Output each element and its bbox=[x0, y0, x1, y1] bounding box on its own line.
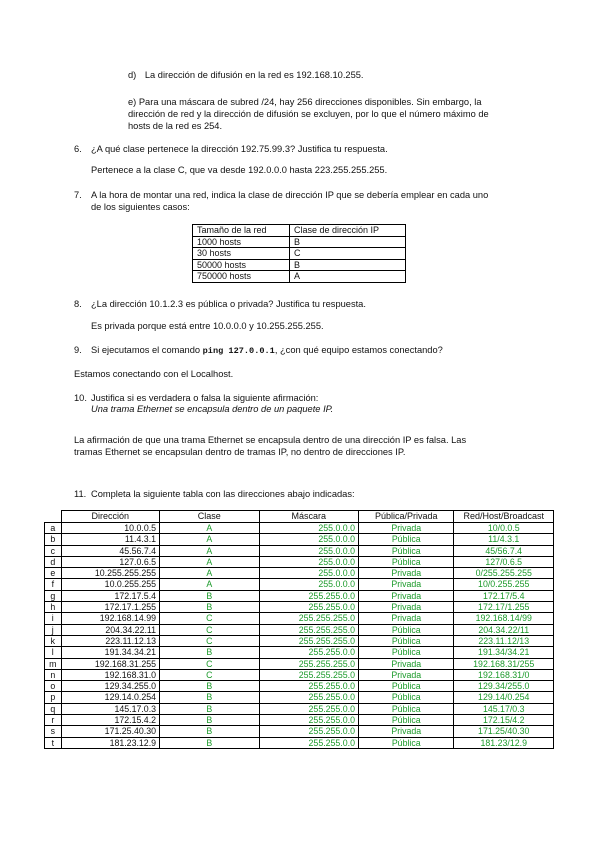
row-letter: i bbox=[45, 613, 62, 624]
table-header: Dirección bbox=[61, 511, 159, 523]
address-cell: 204.34.22.11 bbox=[61, 624, 159, 635]
address-cell: 145.17.0.3 bbox=[61, 703, 159, 714]
address-cell: 127.0.6.5 bbox=[61, 556, 159, 567]
item-e-line: hosts de la red es 254. bbox=[128, 121, 223, 131]
q9-command: ping 127.0.0.1 bbox=[202, 346, 275, 356]
scope-cell: Privada bbox=[359, 568, 454, 579]
scope-cell: Privada bbox=[359, 658, 454, 669]
table-header: Red/Host/Broadcast bbox=[454, 511, 554, 523]
q9-answer: Estamos conectando con el Localhost. bbox=[74, 369, 234, 379]
net-host-cell: 145.17/0.3 bbox=[454, 703, 554, 714]
mask-cell: 255.0.0.0 bbox=[259, 568, 358, 579]
table-cell: 50000 hosts bbox=[193, 259, 290, 271]
item-e bbox=[128, 96, 528, 132]
net-host-cell: 191.34/34.21 bbox=[454, 647, 554, 658]
table-cell: C bbox=[290, 248, 406, 260]
net-host-cell: 172.17/5.4 bbox=[454, 590, 554, 601]
address-cell: 172.15.4.2 bbox=[61, 715, 159, 726]
table-row bbox=[45, 681, 554, 692]
class-cell: B bbox=[160, 602, 259, 613]
scope-cell: Pública bbox=[359, 556, 454, 567]
mask-cell: 255.0.0.0 bbox=[259, 523, 358, 534]
mask-cell: 255.0.0.0 bbox=[259, 534, 358, 545]
table-row bbox=[45, 545, 554, 556]
address-cell: 192.168.14.99 bbox=[61, 613, 159, 624]
row-letter: m bbox=[45, 658, 62, 669]
row-letter: a bbox=[45, 523, 62, 534]
table-row bbox=[45, 658, 554, 669]
mask-cell: 255.255.255.0 bbox=[259, 635, 358, 646]
class-cell: B bbox=[160, 715, 259, 726]
item-d bbox=[128, 69, 364, 81]
class-cell: B bbox=[160, 647, 259, 658]
item-e-line: e) Para una máscara de subred /24, hay 256 direcciones disponibles. Sin embargo, la bbox=[128, 97, 482, 107]
mask-cell: 255.255.0.0 bbox=[259, 737, 358, 748]
net-host-cell: 192.168.14/99 bbox=[454, 613, 554, 624]
row-letter: c bbox=[45, 545, 62, 556]
address-cell: 10.255.255.255 bbox=[61, 568, 159, 579]
class-cell: C bbox=[160, 669, 259, 680]
table-row bbox=[45, 602, 554, 613]
class-cell: B bbox=[160, 703, 259, 714]
table-row bbox=[45, 624, 554, 635]
table-cell: B bbox=[290, 236, 406, 248]
mask-cell: 255.0.0.0 bbox=[259, 579, 358, 590]
q10-answer bbox=[74, 434, 466, 458]
table-row bbox=[45, 590, 554, 601]
mask-cell: 255.255.0.0 bbox=[259, 715, 358, 726]
scope-cell: Pública bbox=[359, 715, 454, 726]
scope-cell: Privada bbox=[359, 669, 454, 680]
class-cell: B bbox=[160, 737, 259, 748]
row-letter: e bbox=[45, 568, 62, 579]
address-cell: 11.4.3.1 bbox=[61, 534, 159, 545]
mask-cell: 255.255.0.0 bbox=[259, 590, 358, 601]
q7-question bbox=[91, 189, 488, 213]
row-letter: o bbox=[45, 681, 62, 692]
row-letter: t bbox=[45, 737, 62, 748]
q6-answer: Pertenece a la clase C, que va desde 192.0.0.0 hasta 223.255.255.255. bbox=[91, 165, 388, 175]
table-row bbox=[193, 259, 406, 271]
scope-cell: Pública bbox=[359, 624, 454, 635]
class-cell: A bbox=[160, 523, 259, 534]
address-cell: 223.11.12.13 bbox=[61, 635, 159, 646]
address-cell: 129.34.255.0 bbox=[61, 681, 159, 692]
row-letter: k bbox=[45, 635, 62, 646]
scope-cell: Pública bbox=[359, 681, 454, 692]
row-letter: n bbox=[45, 669, 62, 680]
q10-answer-line: La afirmación de que una trama Ethernet se encapsula dentro de una dirección IP es falsa. Las bbox=[74, 435, 467, 445]
net-host-cell: 10/0.0.5 bbox=[454, 523, 554, 534]
table-row bbox=[45, 647, 554, 658]
q6-question: ¿A qué clase pertenece la dirección 192.75.99.3? Justifica tu respuesta. bbox=[91, 144, 388, 154]
q9-question-before: Si ejecutamos el comando bbox=[91, 345, 203, 355]
table-row bbox=[193, 248, 406, 260]
table-row bbox=[45, 692, 554, 703]
table-cell: B bbox=[290, 259, 406, 271]
class-cell: B bbox=[160, 681, 259, 692]
net-host-cell: 172.15/4.2 bbox=[454, 715, 554, 726]
q7-question-line: de los siguientes casos: bbox=[91, 202, 190, 212]
mask-cell: 255.255.0.0 bbox=[259, 602, 358, 613]
table-header-row bbox=[193, 225, 406, 237]
address-cell: 10.0.0.5 bbox=[61, 523, 159, 534]
net-host-cell: 129.14/0.254 bbox=[454, 692, 554, 703]
table-cell: A bbox=[290, 271, 406, 283]
net-host-cell: 192.168.31/255 bbox=[454, 658, 554, 669]
address-cell: 172.17.1.255 bbox=[61, 602, 159, 613]
net-host-cell: 223.11.12/13 bbox=[454, 635, 554, 646]
address-cell: 172.17.5.4 bbox=[61, 590, 159, 601]
net-host-cell: 129.34/255.0 bbox=[454, 681, 554, 692]
net-host-cell: 10/0.255.255 bbox=[454, 579, 554, 590]
mask-cell: 255.255.255.0 bbox=[259, 658, 358, 669]
row-letter: d bbox=[45, 556, 62, 567]
mask-cell: 255.255.0.0 bbox=[259, 703, 358, 714]
class-cell: C bbox=[160, 613, 259, 624]
table-row bbox=[45, 737, 554, 748]
net-host-cell: 127/0.6.5 bbox=[454, 556, 554, 567]
table-row bbox=[45, 579, 554, 590]
scope-cell: Pública bbox=[359, 635, 454, 646]
class-cell: C bbox=[160, 635, 259, 646]
table-row bbox=[193, 236, 406, 248]
row-letter: f bbox=[45, 579, 62, 590]
question-number: 11. bbox=[74, 489, 87, 499]
address-cell: 129.14.0.254 bbox=[61, 692, 159, 703]
table-row bbox=[45, 669, 554, 680]
item-e-line: dirección de red y la dirección de difusión se excluyen, por lo que el número máximo de bbox=[128, 109, 489, 119]
q8-question: ¿La dirección 10.1.2.3 es pública o privada? Justifica tu respuesta. bbox=[91, 299, 366, 309]
question-number: 6. bbox=[74, 144, 82, 154]
table-header: Clase bbox=[160, 511, 259, 523]
class-cell: A bbox=[160, 545, 259, 556]
class-cell: C bbox=[160, 624, 259, 635]
class-cell: B bbox=[160, 590, 259, 601]
net-host-cell: 204.34.22/11 bbox=[454, 624, 554, 635]
q9-question-after: , ¿con qué equipo estamos conectando? bbox=[274, 345, 443, 355]
row-letter: g bbox=[45, 590, 62, 601]
table-row bbox=[193, 271, 406, 283]
address-cell: 181.23.12.9 bbox=[61, 737, 159, 748]
mask-cell: 255.255.0.0 bbox=[259, 647, 358, 658]
address-cell: 45.56.7.4 bbox=[61, 545, 159, 556]
q11-question: Completa la siguiente tabla con las direcciones abajo indicadas: bbox=[91, 489, 355, 499]
table-cell: 1000 hosts bbox=[193, 236, 290, 248]
q10-answer-line: tramas Ethernet se encapsulan dentro de tramas IP, no dentro de direcciones IP. bbox=[74, 447, 406, 457]
table-header-row bbox=[45, 511, 554, 523]
net-host-cell: 11/4.3.1 bbox=[454, 534, 554, 545]
mask-cell: 255.255.0.0 bbox=[259, 681, 358, 692]
mask-cell: 255.255.0.0 bbox=[259, 726, 358, 737]
net-host-cell: 181.23/12.9 bbox=[454, 737, 554, 748]
address-cell: 191.34.34.21 bbox=[61, 647, 159, 658]
address-cell: 171.25.40.30 bbox=[61, 726, 159, 737]
scope-cell: Privada bbox=[359, 523, 454, 534]
mask-cell: 255.0.0.0 bbox=[259, 545, 358, 556]
net-host-cell: 45/56.7.4 bbox=[454, 545, 554, 556]
class-cell: B bbox=[160, 726, 259, 737]
scope-cell: Pública bbox=[359, 647, 454, 658]
row-letter: j bbox=[45, 624, 62, 635]
table-row bbox=[45, 635, 554, 646]
scope-cell: Privada bbox=[359, 590, 454, 601]
row-letter: s bbox=[45, 726, 62, 737]
class-cell: C bbox=[160, 658, 259, 669]
scope-cell: Privada bbox=[359, 602, 454, 613]
net-host-cell: 171.25/40.30 bbox=[454, 726, 554, 737]
mask-cell: 255.255.255.0 bbox=[259, 669, 358, 680]
net-host-cell: 0/255.255.255 bbox=[454, 568, 554, 579]
row-letter: p bbox=[45, 692, 62, 703]
table-row bbox=[45, 715, 554, 726]
mask-cell: 255.255.255.0 bbox=[259, 613, 358, 624]
table-row bbox=[45, 534, 554, 545]
network-size-table bbox=[192, 224, 406, 283]
scope-cell: Pública bbox=[359, 703, 454, 714]
scope-cell: Privada bbox=[359, 579, 454, 590]
address-cell: 192.168.31.0 bbox=[61, 669, 159, 680]
table-row bbox=[45, 703, 554, 714]
table-header: Pública/Privada bbox=[359, 511, 454, 523]
class-cell: A bbox=[160, 556, 259, 567]
table-cell: 30 hosts bbox=[193, 248, 290, 260]
table-row bbox=[45, 523, 554, 534]
class-cell: A bbox=[160, 579, 259, 590]
scope-cell: Pública bbox=[359, 692, 454, 703]
class-cell: B bbox=[160, 692, 259, 703]
scope-cell: Privada bbox=[359, 726, 454, 737]
question-number: 8. bbox=[74, 299, 82, 309]
mask-cell: 255.255.0.0 bbox=[259, 692, 358, 703]
address-table bbox=[44, 510, 554, 749]
table-row bbox=[45, 556, 554, 567]
address-cell: 10.0.255.255 bbox=[61, 579, 159, 590]
address-cell: 192.168.31.255 bbox=[61, 658, 159, 669]
scope-cell: Pública bbox=[359, 545, 454, 556]
table-header: Máscara bbox=[259, 511, 358, 523]
q7-question-line: A la hora de montar una red, indica la clase de dirección IP que se debería emplear en cada uno bbox=[91, 190, 489, 200]
row-letter: l bbox=[45, 647, 62, 658]
table-cell: 750000 hosts bbox=[193, 271, 290, 283]
row-letter: r bbox=[45, 715, 62, 726]
row-letter: q bbox=[45, 703, 62, 714]
table-header: Clase de dirección IP bbox=[290, 225, 406, 237]
table-header-blank bbox=[45, 511, 62, 523]
question-number: 7. bbox=[74, 190, 82, 200]
q10-statement: Una trama Ethernet se encapsula dentro de un paquete IP. bbox=[91, 404, 334, 414]
question-number: 10. bbox=[74, 393, 87, 403]
table-row bbox=[45, 726, 554, 737]
row-letter: h bbox=[45, 602, 62, 613]
row-letter: b bbox=[45, 534, 62, 545]
item-d-text: La dirección de difusión en la red es 192.168.10.255. bbox=[144, 70, 364, 80]
table-row bbox=[45, 568, 554, 579]
mask-cell: 255.255.255.0 bbox=[259, 624, 358, 635]
q10-question: Justifica si es verdadera o falsa la siguiente afirmación: bbox=[91, 393, 319, 403]
scope-cell: Pública bbox=[359, 737, 454, 748]
table-header: Tamaño de la red bbox=[193, 225, 290, 237]
table-row bbox=[45, 613, 554, 624]
question-number: 9. bbox=[74, 345, 82, 355]
q8-answer: Es privada porque está entre 10.0.0.0 y 10.255.255.255. bbox=[91, 321, 324, 331]
q9-question bbox=[91, 344, 443, 357]
scope-cell: Pública bbox=[359, 534, 454, 545]
class-cell: A bbox=[160, 534, 259, 545]
item-d-label: d) bbox=[128, 70, 137, 80]
scope-cell: Privada bbox=[359, 613, 454, 624]
class-cell: A bbox=[160, 568, 259, 579]
net-host-cell: 192.168.31/0 bbox=[454, 669, 554, 680]
mask-cell: 255.0.0.0 bbox=[259, 556, 358, 567]
net-host-cell: 172.17/1.255 bbox=[454, 602, 554, 613]
